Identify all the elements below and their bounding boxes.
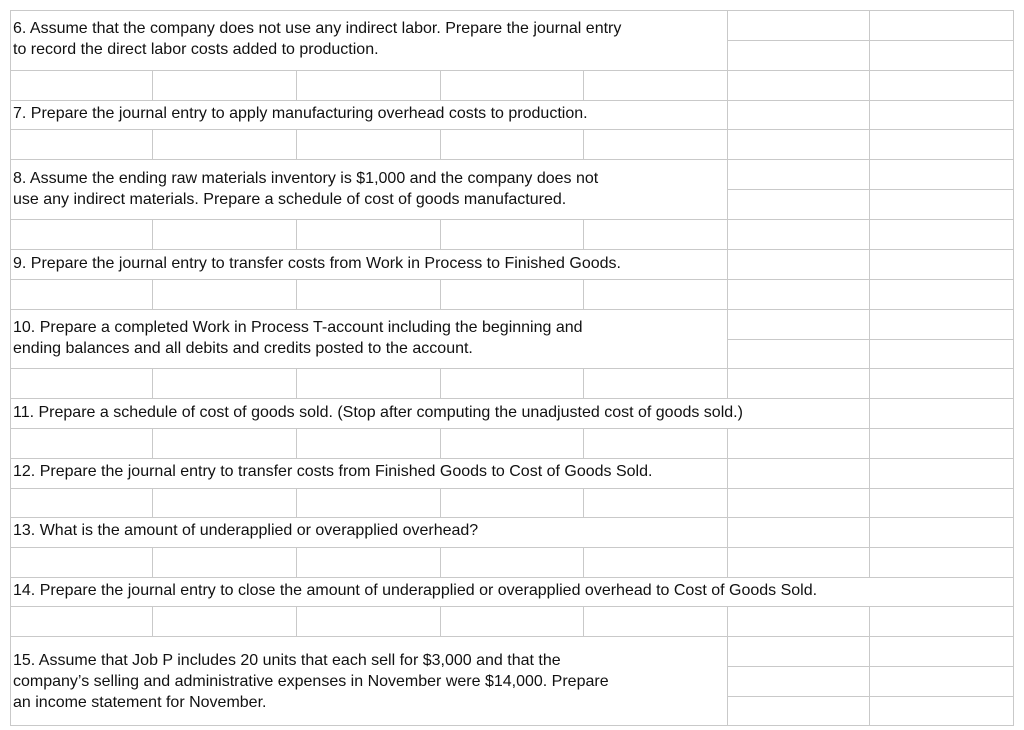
grid-row-line [10,368,1014,369]
grid-column-line [727,10,728,726]
question-15-text[interactable]: 15. Assume that Job P includes 20 units that each sell for $3,000 and that the company’s selling and administrative expenses in November were $14,000. Prepare an income statement for November. [13,652,609,711]
question-9-text[interactable]: 9. Prepare the journal entry to transfer costs from Work in Process to Finished Goods. [13,255,621,272]
grid-column-line [869,10,870,726]
question-7-text[interactable]: 7. Prepare the journal entry to apply manufacturing overhead costs to production. [13,105,588,122]
grid-row-line [10,547,1014,548]
grid-row-line [10,428,1014,429]
question-13-text[interactable]: 13. What is the amount of underapplied or overapplied overhead? [13,522,479,539]
grid-column-line [1013,10,1014,726]
grid-row-line [10,488,1014,489]
question-12-text[interactable]: 12. Prepare the journal entry to transfer costs from Finished Goods to Cost of Goods Sold. [13,463,653,480]
question-11-text[interactable]: 11. Prepare a schedule of cost of goods sold. (Stop after computing the unadjusted cost of goods sold.) [13,404,743,421]
grid-row-line [10,129,1014,130]
grid-row-line [10,219,1014,220]
question-10-text[interactable]: 10. Prepare a completed Work in Process T-account including the beginning and ending balances and all debits and credits posted to the account. [13,319,583,357]
question-14-text[interactable]: 14. Prepare the journal entry to close the amount of underapplied or overapplied overhead to Cost of Goods Sold. [13,582,818,599]
grid-row-line [10,70,1014,71]
grid-row-line [10,606,1014,607]
grid-row-line [10,725,1014,726]
grid-row-line [10,279,1014,280]
question-6-text[interactable]: 6. Assume that the company does not use any indirect labor. Prepare the journal entry to record the direct labor costs added to production. [13,20,622,58]
question-8-text[interactable]: 8. Assume the ending raw materials inventory is $1,000 and the company does not use any indirect materials. Prepare a schedule of cost of goods manufactured. [13,170,599,208]
